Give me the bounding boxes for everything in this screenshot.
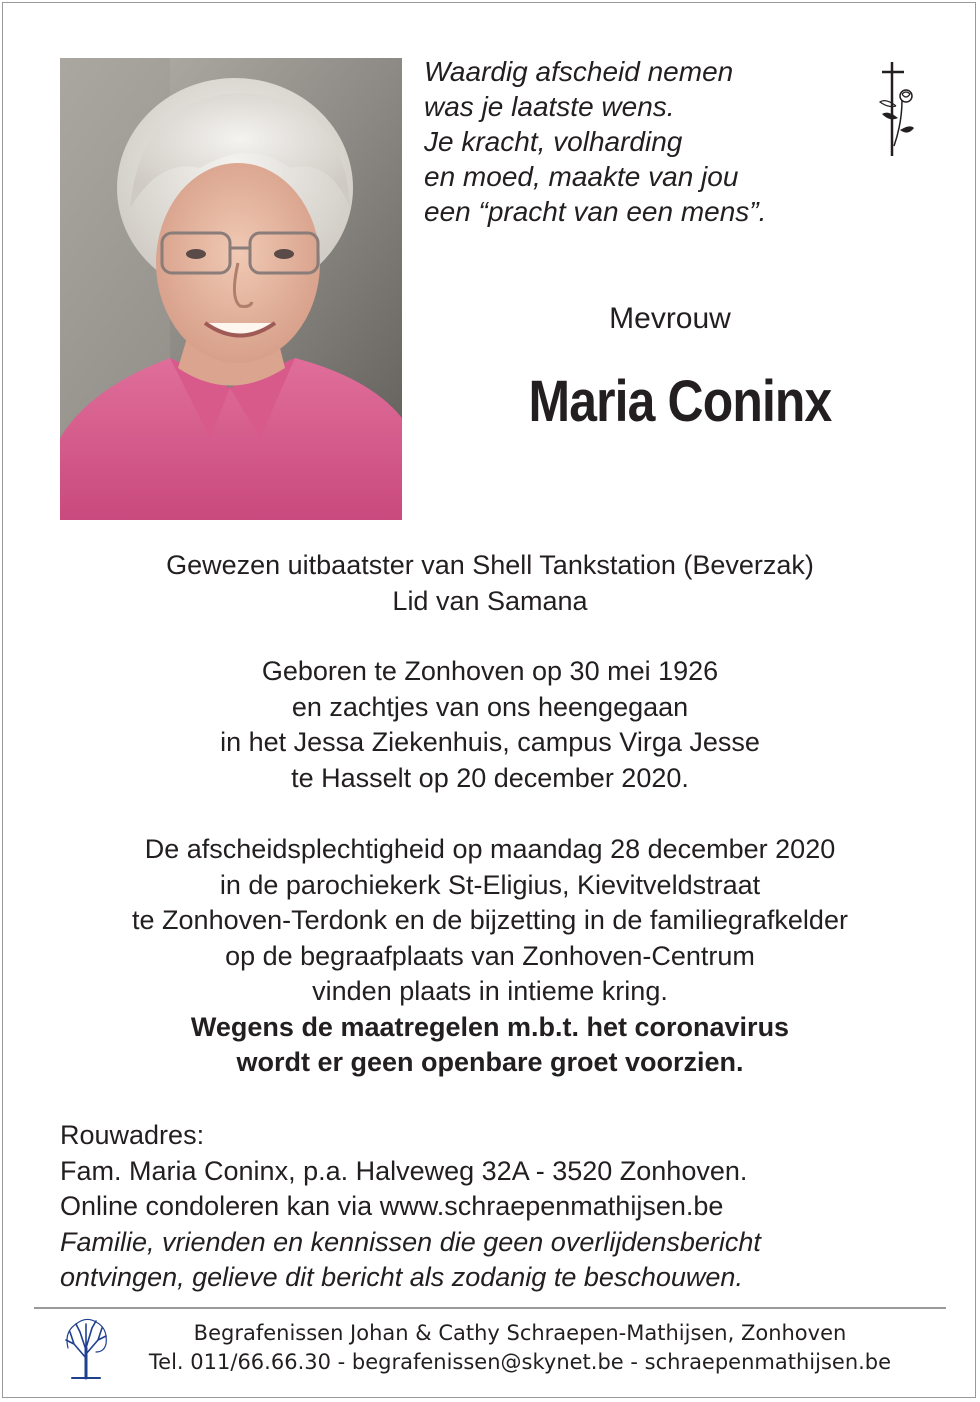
- poem-line: Je kracht, volharding: [424, 126, 683, 157]
- address-line: Fam. Maria Coninx, p.a. Halveweg 32A - 3520 Zonhoven.: [60, 1155, 748, 1186]
- occupation-line: Lid van Samana: [392, 585, 588, 616]
- deceased-name: Maria Coninx: [528, 369, 832, 434]
- online-condolence-text: Online condoleren kan via www.schraepenmathijsen.be: [60, 1191, 724, 1221]
- notice-note-line: Familie, vrienden en kennissen die geen overlijdensbericht: [60, 1226, 761, 1257]
- tree-icon: [62, 1318, 110, 1380]
- footer-divider: [34, 1307, 946, 1309]
- ceremony-line: te Zonhoven-Terdonk en de bijzetting in de familiegrafkelder: [132, 905, 848, 935]
- poem-line: en moed, maakte van jou: [424, 161, 739, 192]
- cross-with-rose-icon: [872, 58, 922, 158]
- ceremony-line: vinden plaats in intieme kring.: [312, 976, 668, 1006]
- footer: [120, 1319, 920, 1377]
- corona-notice-line: Wegens de maatregelen m.b.t. het coronavirus: [190, 1011, 790, 1042]
- birth-death-line: in het Jessa Ziekenhuis, campus Virga Jesse: [220, 727, 760, 757]
- birth-death-line: en zachtjes van ons heengegaan: [291, 691, 689, 722]
- ceremony-block: [30, 832, 950, 1081]
- poem-line: Waardig afscheid nemen: [424, 56, 734, 87]
- portrait-illustration: [60, 58, 402, 520]
- birth-death-line: Geboren te Zonhoven op 30 mei 1926: [261, 656, 719, 686]
- ceremony-line: De afscheidsplechtigheid op maandag 28 december 2020: [144, 834, 836, 864]
- poem-line: een “pracht van een mens”.: [424, 196, 767, 227]
- birth-death-line: te Hasselt op 20 december 2020.: [291, 762, 689, 793]
- portrait-photo: [60, 58, 402, 520]
- notice-note-line: ontvingen, gelieve dit bericht als zodanig te beschouwen.: [60, 1262, 743, 1292]
- funeral-home-name: Begrafenissen Johan & Cathy Schraepen-Mathijsen, Zonhoven: [193, 1321, 847, 1345]
- occupation-block: [30, 548, 950, 619]
- corona-notice-line: wordt er geen openbare groet voorzien.: [236, 1047, 744, 1077]
- birth-death-block: [30, 654, 950, 796]
- occupation-line: Gewezen uitbaatster van Shell Tankstation (Beverzak): [166, 550, 814, 580]
- address-block: [60, 1118, 761, 1296]
- address-label: Rouwadres:: [60, 1120, 205, 1150]
- funeral-home-contact: Tel. 011/66.66.30 - begrafenissen@skynet.be - schraepenmathijsen.be: [148, 1350, 892, 1374]
- poem-line: was je laatste wens.: [424, 91, 675, 122]
- deceased-title: Mevrouw: [609, 302, 731, 335]
- ceremony-line: in de parochiekerk St-Eligius, Kievitveldstraat: [219, 869, 761, 900]
- ceremony-line: op de begraafplaats van Zonhoven-Centrum: [225, 940, 755, 971]
- poem: [424, 54, 766, 229]
